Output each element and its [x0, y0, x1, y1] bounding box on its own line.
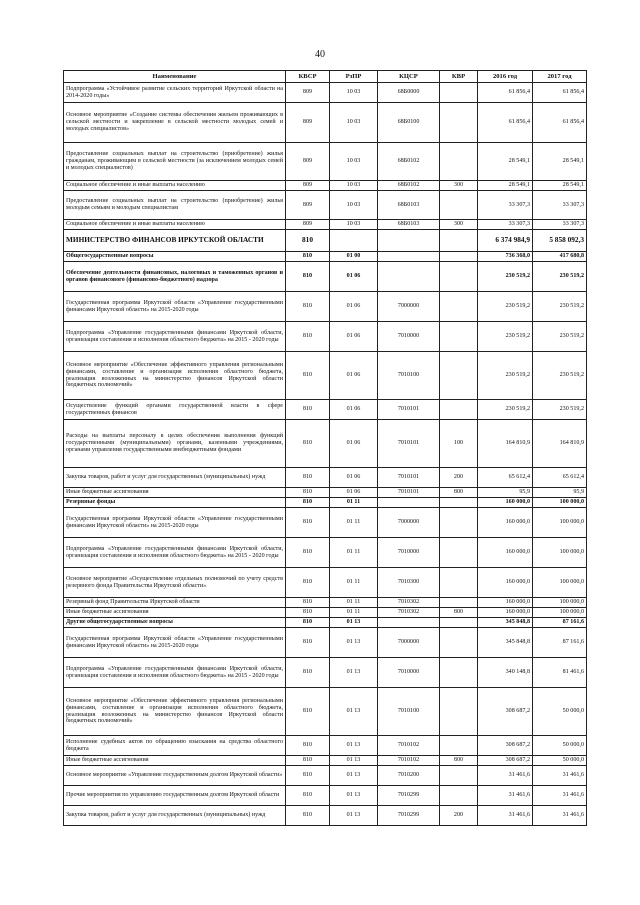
cell-rzpr: 01 06 — [330, 468, 378, 488]
cell-name: Подпрограмма «Управление государственными финансами Иркутской области, организация составления и исполнения областного бюджета» на 2015 - 2020 годы — [64, 322, 286, 352]
cell-name: Прочие мероприятия по управлению государственным долгом Иркутской области — [64, 786, 286, 806]
cell-year-2017: 87 161,6 — [533, 628, 587, 658]
cell-name: Резервный фонд Правительства Иркутской области — [64, 598, 286, 608]
cell-year-2017: 65 612,4 — [533, 468, 587, 488]
cell-kvr: 800 — [440, 608, 478, 618]
cell-name: Государственная программа Иркутской области «Управление государственными финансами Иркутской области» на 2015-2020 годы — [64, 292, 286, 322]
table-row — [64, 262, 587, 292]
cell-kcsr: 7010102 — [378, 736, 440, 756]
table-row — [64, 568, 587, 598]
cell-year-2017: 230 519,2 — [533, 322, 587, 352]
cell-kvr — [440, 736, 478, 756]
page-number: 40 — [315, 49, 325, 60]
table-row — [64, 766, 587, 786]
cell-year-2017: 33 307,3 — [533, 191, 587, 220]
table-row — [64, 538, 587, 568]
cell-kcsr: 7010000 — [378, 538, 440, 568]
cell-year-2017: 100 000,0 — [533, 498, 587, 508]
cell-name: Исполнение судебных актов по обращению взыскания на средства областного бюджета — [64, 736, 286, 756]
cell-kcsr: 68Б0102 — [378, 143, 440, 181]
cell-rzpr: 01 11 — [330, 538, 378, 568]
cell-kvr — [440, 292, 478, 322]
cell-rzpr: 01 00 — [330, 252, 378, 262]
cell-year-2016: 95,9 — [478, 488, 533, 498]
cell-year-2017: 230 519,2 — [533, 262, 587, 292]
table-row — [64, 191, 587, 220]
cell-name: Основное мероприятие «Обеспечение эффективного управления региональными финансами, составление и организация исполнения областного бюджета, реализация возложенных на министерство финансов Иркутской области бюджетных полномочий» — [64, 688, 286, 736]
cell-kcsr: 7010299 — [378, 806, 440, 826]
cell-rzpr: 10 03 — [330, 143, 378, 181]
cell-name: Подпрограмма «Управление государственными финансами Иркутской области, организация составления и исполнения областного бюджета» на 2015 - 2020 годы — [64, 658, 286, 688]
table-row — [64, 756, 587, 766]
cell-kvsr: 809 — [286, 220, 330, 230]
cell-rzpr: 01 06 — [330, 352, 378, 400]
cell-kvsr: 809 — [286, 103, 330, 143]
table-header-row — [64, 71, 587, 83]
cell-rzpr: 01 13 — [330, 806, 378, 826]
cell-rzpr: 01 06 — [330, 400, 378, 420]
cell-name: Основное мероприятие «Создание системы обеспечения жильем проживающих в сельской местности и закрепление в сельской местности молодых семей и молодых специалистов» — [64, 103, 286, 143]
cell-year-2017: 87 161,6 — [533, 618, 587, 628]
cell-rzpr: 01 13 — [330, 618, 378, 628]
cell-year-2016: 230 519,2 — [478, 292, 533, 322]
cell-kvr: 200 — [440, 806, 478, 826]
cell-rzpr: 10 03 — [330, 83, 378, 103]
cell-kvsr: 809 — [286, 191, 330, 220]
cell-year-2017: 100 000,0 — [533, 608, 587, 618]
table-row — [64, 352, 587, 400]
cell-year-2016: 160 000,0 — [478, 598, 533, 608]
cell-kvr — [440, 658, 478, 688]
cell-name: Закупка товаров, работ и услуг для государственных (муниципальных) нужд — [64, 806, 286, 826]
table-row — [64, 322, 587, 352]
cell-year-2016: 345 848,8 — [478, 628, 533, 658]
cell-year-2016: 308 687,2 — [478, 736, 533, 756]
cell-kcsr: 7010100 — [378, 352, 440, 400]
cell-year-2017: 230 519,2 — [533, 400, 587, 420]
cell-rzpr — [330, 230, 378, 252]
cell-year-2016: 230 519,2 — [478, 400, 533, 420]
cell-kcsr: 7000000 — [378, 628, 440, 658]
table-row — [64, 252, 587, 262]
cell-kvsr: 810 — [286, 498, 330, 508]
table-row — [64, 628, 587, 658]
header-kcsr: КЦСР — [378, 71, 440, 83]
cell-kvr — [440, 618, 478, 628]
cell-kcsr: 68Б0000 — [378, 83, 440, 103]
cell-rzpr: 10 03 — [330, 181, 378, 191]
cell-year-2016: 160 000,0 — [478, 498, 533, 508]
cell-name: Резервные фонды — [64, 498, 286, 508]
table-row — [64, 103, 587, 143]
cell-kcsr: 7010100 — [378, 688, 440, 736]
cell-rzpr: 01 06 — [330, 322, 378, 352]
cell-kcsr — [378, 252, 440, 262]
cell-name: Подпрограмма «Устойчивое развитие сельских территорий Иркутской области на 2014-2020 годы» — [64, 83, 286, 103]
cell-rzpr: 01 11 — [330, 508, 378, 538]
table-row — [64, 608, 587, 618]
cell-year-2016: 160 000,0 — [478, 538, 533, 568]
cell-year-2017: 31 461,6 — [533, 806, 587, 826]
cell-kvr — [440, 538, 478, 568]
table-row — [64, 488, 587, 498]
cell-kvsr: 810 — [286, 252, 330, 262]
cell-kcsr: 68Б0100 — [378, 103, 440, 143]
cell-kcsr: 7010302 — [378, 608, 440, 618]
cell-kcsr: 7000000 — [378, 508, 440, 538]
header-year-2017: 2017 год — [533, 71, 587, 83]
table-row — [64, 508, 587, 538]
cell-year-2016: 28 549,1 — [478, 143, 533, 181]
cell-year-2016: 160 000,0 — [478, 568, 533, 598]
cell-name: Расходы на выплаты персоналу в целях обеспечения выполнения функций государственными (муниципальными) органами, казенными учреждениями, органами управления государственными внебюджетными фондами — [64, 420, 286, 468]
cell-kvsr: 810 — [286, 618, 330, 628]
header-year-2016: 2016 год — [478, 71, 533, 83]
cell-year-2016: 308 687,2 — [478, 688, 533, 736]
cell-year-2016: 28 549,1 — [478, 181, 533, 191]
cell-rzpr: 01 13 — [330, 628, 378, 658]
cell-kcsr — [378, 230, 440, 252]
cell-kvsr: 810 — [286, 658, 330, 688]
cell-rzpr: 01 13 — [330, 756, 378, 766]
cell-year-2016: 33 307,3 — [478, 191, 533, 220]
cell-year-2017: 50 000,0 — [533, 688, 587, 736]
cell-name: Государственная программа Иркутской области «Управление государственными финансами Иркутской области» на 2015-2020 годы — [64, 628, 286, 658]
table-body — [64, 83, 587, 826]
cell-year-2017: 28 549,1 — [533, 143, 587, 181]
cell-year-2016: 230 519,2 — [478, 322, 533, 352]
cell-kcsr: 7010302 — [378, 598, 440, 608]
header-kvsr: КВСР — [286, 71, 330, 83]
cell-kvr — [440, 262, 478, 292]
cell-kvsr: 810 — [286, 598, 330, 608]
cell-name: Основное мероприятие «Управление государственным долгом Иркутской области» — [64, 766, 286, 786]
cell-year-2016: 164 810,9 — [478, 420, 533, 468]
cell-kvr: 100 — [440, 420, 478, 468]
cell-rzpr: 01 13 — [330, 658, 378, 688]
cell-rzpr: 01 13 — [330, 766, 378, 786]
cell-year-2017: 31 461,6 — [533, 786, 587, 806]
table-row — [64, 598, 587, 608]
cell-rzpr: 01 06 — [330, 420, 378, 468]
cell-kvr — [440, 568, 478, 598]
cell-rzpr: 01 06 — [330, 292, 378, 322]
cell-kvsr: 810 — [286, 400, 330, 420]
cell-kvsr: 810 — [286, 508, 330, 538]
cell-year-2017: 31 461,6 — [533, 766, 587, 786]
cell-kcsr: 7010101 — [378, 468, 440, 488]
cell-name: Государственная программа Иркутской области «Управление государственными финансами Иркутской области» на 2015-2020 годы — [64, 508, 286, 538]
cell-kvsr: 810 — [286, 786, 330, 806]
cell-name: Общегосударственные вопросы — [64, 252, 286, 262]
cell-kcsr: 7010102 — [378, 756, 440, 766]
cell-kvsr: 810 — [286, 352, 330, 400]
cell-year-2017: 417 680,8 — [533, 252, 587, 262]
cell-kvsr: 810 — [286, 420, 330, 468]
cell-name: Основное мероприятие «Осуществление отдельных полномочий по учету средств резервного фонда Правительства Иркутской области» — [64, 568, 286, 598]
cell-name: Предоставление социальных выплат на строительство (приобретение) жилья гражданам, проживающим в сельской местности (за исключением молодых семей и молодых специалистов) — [64, 143, 286, 181]
cell-rzpr: 01 06 — [330, 262, 378, 292]
cell-year-2016: 61 856,4 — [478, 103, 533, 143]
cell-year-2017: 100 000,0 — [533, 598, 587, 608]
cell-kvsr: 810 — [286, 262, 330, 292]
header-kvr: КВР — [440, 71, 478, 83]
cell-kvr — [440, 143, 478, 181]
cell-kvr — [440, 400, 478, 420]
cell-year-2016: 31 461,6 — [478, 806, 533, 826]
cell-kvr — [440, 688, 478, 736]
cell-kvr — [440, 230, 478, 252]
cell-kvr: 300 — [440, 220, 478, 230]
cell-kcsr: 7010101 — [378, 400, 440, 420]
table-row — [64, 688, 587, 736]
cell-year-2016: 230 519,2 — [478, 352, 533, 400]
cell-year-2017: 100 000,0 — [533, 538, 587, 568]
table-row — [64, 400, 587, 420]
cell-kcsr: 7010300 — [378, 568, 440, 598]
cell-kvr — [440, 508, 478, 538]
table-row — [64, 658, 587, 688]
cell-kvsr: 810 — [286, 292, 330, 322]
cell-year-2017: 5 858 092,3 — [533, 230, 587, 252]
table-row — [64, 83, 587, 103]
table-row — [64, 806, 587, 826]
cell-kvr — [440, 352, 478, 400]
cell-name: Социальное обеспечение и иные выплаты населению — [64, 181, 286, 191]
header-name: Наименование — [64, 71, 286, 83]
cell-kvsr: 810 — [286, 488, 330, 498]
cell-kvr: 800 — [440, 488, 478, 498]
cell-year-2016: 345 848,8 — [478, 618, 533, 628]
cell-name: Основное мероприятие «Обеспечение эффективного управления региональными финансами, составление и организация исполнения областного бюджета, реализация возложенных на министерство финансов Иркутской области бюджетных полномочий» — [64, 352, 286, 400]
cell-kvsr: 810 — [286, 756, 330, 766]
cell-kvsr: 810 — [286, 468, 330, 488]
cell-year-2017: 230 519,2 — [533, 292, 587, 322]
cell-kcsr: 7010299 — [378, 786, 440, 806]
cell-rzpr: 01 11 — [330, 498, 378, 508]
header-rzpr: РзПР — [330, 71, 378, 83]
cell-year-2017: 61 856,4 — [533, 83, 587, 103]
cell-name: МИНИСТЕРСТВО ФИНАНСОВ ИРКУТСКОЙ ОБЛАСТИ — [64, 230, 286, 252]
table-row — [64, 468, 587, 488]
table-row — [64, 181, 587, 191]
cell-kvr: 800 — [440, 756, 478, 766]
table-row — [64, 736, 587, 756]
cell-rzpr: 01 06 — [330, 488, 378, 498]
cell-rzpr: 01 13 — [330, 736, 378, 756]
cell-kvr: 200 — [440, 468, 478, 488]
table-row — [64, 143, 587, 181]
cell-year-2017: 50 000,0 — [533, 756, 587, 766]
cell-kvsr: 810 — [286, 806, 330, 826]
cell-kvsr: 810 — [286, 766, 330, 786]
cell-kvsr: 810 — [286, 230, 330, 252]
cell-year-2017: 230 519,2 — [533, 352, 587, 400]
cell-rzpr: 01 13 — [330, 688, 378, 736]
cell-rzpr: 10 03 — [330, 220, 378, 230]
cell-year-2017: 81 461,6 — [533, 658, 587, 688]
cell-kvsr: 810 — [286, 538, 330, 568]
cell-year-2016: 65 612,4 — [478, 468, 533, 488]
cell-kcsr: 7000000 — [378, 292, 440, 322]
cell-year-2017: 164 810,9 — [533, 420, 587, 468]
cell-kvr: 300 — [440, 181, 478, 191]
cell-name: Иные бюджетные ассигнования — [64, 756, 286, 766]
cell-year-2017: 100 000,0 — [533, 568, 587, 598]
cell-year-2016: 308 687,2 — [478, 756, 533, 766]
cell-kvr — [440, 598, 478, 608]
cell-name: Иные бюджетные ассигнования — [64, 488, 286, 498]
cell-year-2017: 50 000,0 — [533, 736, 587, 756]
cell-kvsr: 809 — [286, 143, 330, 181]
cell-year-2016: 160 000,0 — [478, 508, 533, 538]
cell-name: Закупка товаров, работ и услуг для государственных (муниципальных) нужд — [64, 468, 286, 488]
cell-year-2016: 736 368,0 — [478, 252, 533, 262]
budget-table — [63, 70, 587, 826]
table-row — [64, 786, 587, 806]
cell-kvr — [440, 786, 478, 806]
cell-kcsr: 7010200 — [378, 766, 440, 786]
cell-name: Предоставление социальных выплат на строительство (приобретение) жилья молодым семьям и молодым специалистам — [64, 191, 286, 220]
cell-kvr — [440, 191, 478, 220]
cell-year-2016: 160 000,0 — [478, 608, 533, 618]
cell-name: Социальное обеспечение и иные выплаты населению — [64, 220, 286, 230]
cell-rzpr: 01 11 — [330, 608, 378, 618]
cell-year-2016: 31 461,6 — [478, 786, 533, 806]
cell-kcsr: 7010101 — [378, 420, 440, 468]
cell-kvsr: 810 — [286, 568, 330, 598]
cell-year-2017: 28 549,1 — [533, 181, 587, 191]
cell-rzpr: 01 11 — [330, 568, 378, 598]
cell-kvr — [440, 103, 478, 143]
cell-kvsr: 810 — [286, 736, 330, 756]
table-row — [64, 420, 587, 468]
cell-kcsr: 68Б0103 — [378, 220, 440, 230]
cell-kvr — [440, 498, 478, 508]
cell-name: Другие общегосударственные вопросы — [64, 618, 286, 628]
cell-kvr — [440, 628, 478, 658]
cell-kvsr: 809 — [286, 83, 330, 103]
cell-kvsr: 810 — [286, 608, 330, 618]
cell-kcsr: 7010000 — [378, 322, 440, 352]
cell-kvr — [440, 766, 478, 786]
cell-kvr — [440, 83, 478, 103]
cell-kvr — [440, 322, 478, 352]
cell-name: Иные бюджетные ассигнования — [64, 608, 286, 618]
table-row — [64, 230, 587, 252]
table-row — [64, 498, 587, 508]
cell-year-2016: 340 148,8 — [478, 658, 533, 688]
cell-year-2017: 95,9 — [533, 488, 587, 498]
cell-name: Осуществление функций органами государственной власти в сфере государственных финансов — [64, 400, 286, 420]
cell-kvsr: 810 — [286, 322, 330, 352]
cell-name: Обеспечение деятельности финансовых, налоговых и таможенных органов и органов финансового (финансово-бюджетного) надзора — [64, 262, 286, 292]
cell-kcsr: 7010101 — [378, 488, 440, 498]
cell-year-2016: 33 307,3 — [478, 220, 533, 230]
cell-kcsr: 68Б0102 — [378, 181, 440, 191]
cell-kvr — [440, 252, 478, 262]
cell-kcsr: 7010000 — [378, 658, 440, 688]
table-row — [64, 220, 587, 230]
cell-kvsr: 809 — [286, 181, 330, 191]
table-row — [64, 292, 587, 322]
cell-year-2016: 230 519,2 — [478, 262, 533, 292]
cell-rzpr: 01 13 — [330, 786, 378, 806]
cell-kcsr — [378, 262, 440, 292]
cell-kcsr: 68Б0103 — [378, 191, 440, 220]
cell-rzpr: 01 11 — [330, 598, 378, 608]
cell-rzpr: 10 03 — [330, 103, 378, 143]
cell-name: Подпрограмма «Управление государственными финансами Иркутской области, организация составления и исполнения областного бюджета» на 2015 - 2020 годы — [64, 538, 286, 568]
cell-year-2016: 6 374 984,9 — [478, 230, 533, 252]
cell-year-2017: 100 000,0 — [533, 508, 587, 538]
cell-year-2016: 61 856,4 — [478, 83, 533, 103]
cell-rzpr: 10 03 — [330, 191, 378, 220]
cell-kvsr: 810 — [286, 688, 330, 736]
cell-year-2017: 61 856,4 — [533, 103, 587, 143]
cell-kcsr — [378, 498, 440, 508]
cell-year-2017: 33 307,3 — [533, 220, 587, 230]
cell-kvsr: 810 — [286, 628, 330, 658]
cell-year-2016: 31 461,6 — [478, 766, 533, 786]
cell-kcsr — [378, 618, 440, 628]
table-row — [64, 618, 587, 628]
